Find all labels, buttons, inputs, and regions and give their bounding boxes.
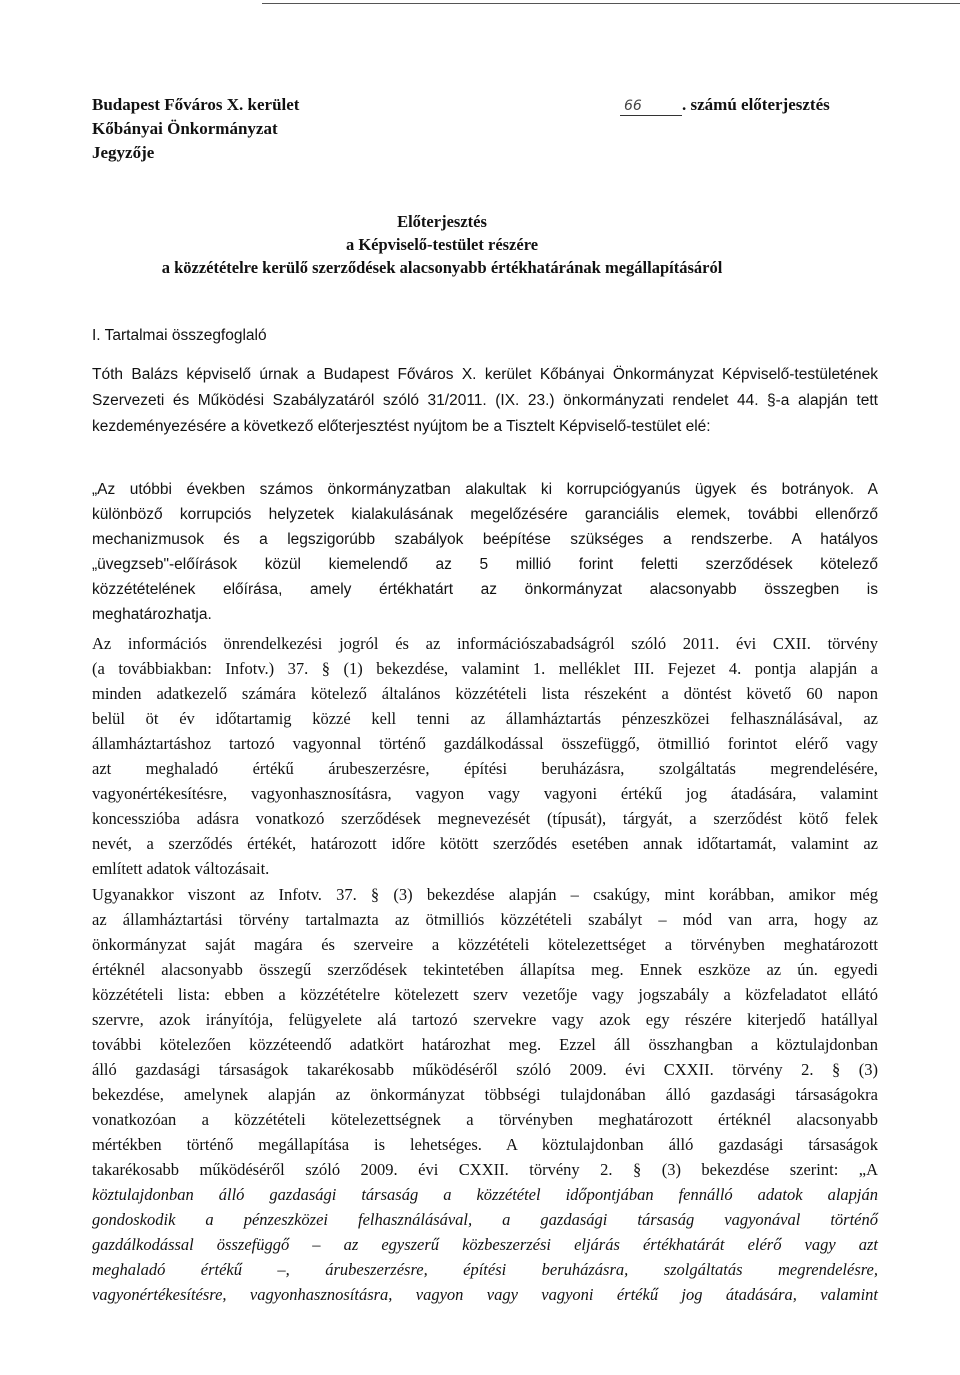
text-line: belül öt év időtartamig közzé kell tenni az államháztartás pénzeszközei felhasználásával, az	[92, 709, 878, 728]
text-line: értéknél alacsonyabb összegű szerződések tekintetében állapítsa meg. Ennek eszköze az ún. egyedi	[92, 960, 878, 979]
quote-paragraph	[92, 477, 878, 627]
title-line: a közzétételre kerülő szerződések alacsonyabb értékhatárának megállapításáról	[161, 258, 723, 277]
text-line: Az információs önrendelkezési jogról és az információszabadságról szóló 2011. évi CXII. törvény	[92, 634, 878, 653]
text-line: további kötelezően közzéteendő adatkört határozhat meg. Ezzel áll összhangban a köztulajdonban	[92, 1035, 878, 1054]
text-line: takarékosabb működéséről szóló 2009. évi CXXII. törvény 2. § (3) bekezdése szerint: „A	[92, 1160, 878, 1179]
title-line: a Képviselő-testület részére	[345, 235, 539, 254]
text-line: különböző korrupciós helyzetek kialakulásának megelőzésére garanciális elemek, további ellenőrző	[92, 506, 878, 523]
section-heading: I. Tartalmai összegfoglaló	[92, 327, 267, 344]
text-line: az államháztartási törvény tartalmazta az ötmilliós közzétételi szabályt – mód van arra, hogy az	[92, 910, 878, 929]
text-line: önkormányzat saját magára és szerveire a közzétételi kötelezettséget a törvényben meghatározott	[92, 935, 878, 954]
issuer-block	[92, 93, 299, 165]
text-line: nevét, a szerződés értékét, határozott időre kötött szerződés esetében annak időtartamát, valamint az	[92, 834, 878, 853]
issuer-line: Jegyzője	[92, 143, 155, 162]
text-line: bekezdése, amelynek alapján az önkormányzat többségi tulajdonában álló gazdasági társaságokra	[92, 1085, 878, 1104]
title-line: Előterjesztés	[397, 212, 487, 231]
text-line: álló gazdasági társaságok takarékosabb működéséről szóló 2009. évi CXXII. törvény 2. § (3)	[92, 1060, 878, 1079]
text-line: azt meghaladó értékű árubeszerzésre, építési beruházásra, szolgáltatás megrendelésére,	[92, 759, 878, 778]
text-line: vonatkozóan a közzétételi kötelezettségnek a törvényben meghatározott értéknél alacsonyabb	[92, 1110, 878, 1129]
submission-reference	[620, 93, 830, 117]
issuer-line: Kőbányai Önkormányzat	[92, 119, 278, 138]
handwritten-number: 66	[620, 97, 682, 116]
issuer-line: Budapest Főváros X. kerület	[92, 95, 300, 114]
paragraph-infotv	[92, 631, 878, 881]
text-line: említett adatok változásait.	[92, 859, 270, 878]
text-line: (a továbbiakban: Infotv.) 37. § (1) bekezdése, valamint 1. melléklet III. Fejezet 4. pontja alapján a	[92, 659, 878, 678]
top-border-line	[262, 3, 960, 4]
text-line: gazdálkodással összefüggő – az egyszerű közbeszerzési eljárás értékhatárát elérő vagy azt	[92, 1235, 878, 1254]
text-line: mechanizmusok és a legszigorúbb szabályok beépítése szükséges a rendszerbe. A hatályos	[92, 531, 878, 548]
text-line: meghatározhatja.	[92, 606, 212, 623]
text-line: államháztartáshoz tartozó vagyonnal történő gazdálkodással összefüggő, ötmillió forintot elérő vagy	[92, 734, 878, 753]
text-line: gondoskodik a pénzeszközei felhasználásával, a gazdasági társaság vagyonával történő	[92, 1210, 878, 1229]
text-line: vagyonértékesítésre, vagyonhasznosításra, vagyon vagy vagyoni értékű jog átadására, valamint	[92, 1285, 878, 1304]
text-line: „üvegzseb"-előírások közül kiemelendő az 5 millió forint feletti szerződések kötelező	[92, 556, 878, 573]
text-line: közzétételi lista: ebben a közzétételre kötelezett szerv vezetője vagy jogszabály a közfeladatot ellátó	[92, 985, 878, 1004]
text-line: Ugyanakkor viszont az Infotv. 37. § (3) bekezdése alapján – csakúgy, mint korábban, amikor még	[92, 885, 878, 904]
text-line: meghaladó értékű –, árubeszerzésre, építési beruházásra, szolgáltatás megrendelésre,	[92, 1260, 878, 1279]
text-line: közzétételének előírása, amely értékhatárt az önkormányzat alacsonyabb összegben is	[92, 581, 878, 598]
paragraph-exception	[92, 882, 878, 1307]
text-line: köztulajdonban álló gazdasági társaság a közzététel időpontjában fennálló adatok alapján	[92, 1185, 878, 1204]
text-line: mértékben történő megállapítása is lehetséges. A köztulajdonban álló gazdasági társaságok	[92, 1135, 878, 1154]
reference-suffix: . számú előterjesztés	[682, 95, 830, 114]
text-line: minden adatkezelő számára kötelező általános közzétételi lista részeként a döntést követő 60 napon	[92, 684, 878, 703]
text-line: „Az utóbbi években számos önkormányzatban alakultak ki korrupciógyanús ügyek és botrányok. A	[92, 481, 878, 498]
text-line: koncesszióba adásra vonatkozó szerződések megnevezését (típusát), tárgyát, a szerződést kötő felek	[92, 809, 878, 828]
text-line: vagyonértékesítésre, vagyonhasznosításra, vagyon vagy vagyoni értékű jog átadására, valamint	[92, 784, 878, 803]
text-line: szervre, azok irányítója, felügyelete alá tartozó szervekre vagy azok egy részére kiterjedő hatállyal	[92, 1010, 878, 1029]
document-title	[92, 210, 792, 279]
intro-paragraph: Tóth Balázs képviselő úrnak a Budapest Főváros X. kerület Kőbányai Önkormányzat Képviselő-testületének Szervezeti és Működési Szabályzatáról szóló 31/2011. (IX. 23.) önkormányzati rendelet 44. §-a alapján tett kezdeményezésére a következő előterjesztést nyújtom be a Tisztelt Képviselő-testület elé:	[92, 366, 878, 435]
